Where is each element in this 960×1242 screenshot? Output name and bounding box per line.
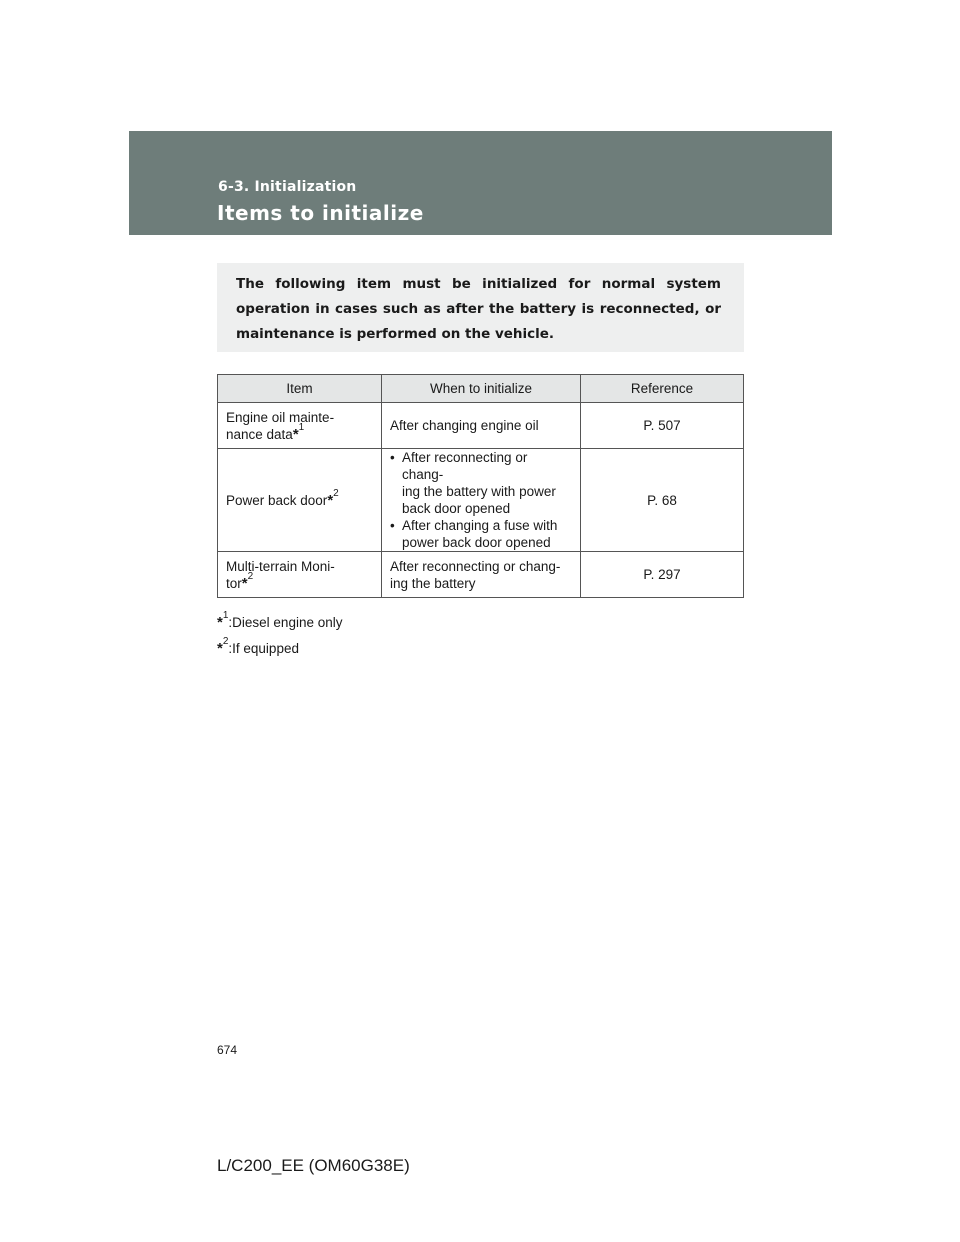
reference-cell: P. 507 bbox=[581, 403, 744, 449]
column-header-reference: Reference bbox=[581, 375, 744, 403]
chapter-header bbox=[129, 131, 832, 235]
when-cell: After changing engine oil bbox=[382, 403, 581, 449]
table-header-row bbox=[218, 375, 744, 403]
footnote bbox=[217, 610, 343, 631]
reference-cell: P. 68 bbox=[581, 449, 744, 552]
footnote-ref: 2 bbox=[247, 570, 254, 582]
column-header-when: When to initialize bbox=[382, 375, 581, 403]
asterisk-mark: * bbox=[217, 640, 223, 657]
column-header-item: Item bbox=[218, 375, 382, 403]
bullet-icon: • bbox=[390, 450, 395, 465]
document-code: L/C200_EE (OM60G38E) bbox=[217, 1156, 410, 1175]
bullet-icon: • bbox=[390, 518, 395, 533]
reference-cell: P. 297 bbox=[581, 552, 744, 598]
item-text: Multi-terrain Moni- tor bbox=[226, 558, 335, 591]
table-row bbox=[218, 552, 744, 598]
item-cell bbox=[218, 449, 382, 552]
footnote bbox=[217, 636, 299, 657]
item-text: Engine oil mainte- nance data bbox=[226, 409, 335, 442]
footnote-text: :If equipped bbox=[228, 641, 299, 656]
table-row bbox=[218, 403, 744, 449]
bullet-text: After reconnecting or chang- ing the battery with power back door opened bbox=[402, 450, 556, 516]
asterisk-mark: * bbox=[327, 491, 334, 509]
initialization-table bbox=[217, 374, 744, 598]
footnote-ref: 1 bbox=[298, 421, 305, 433]
table-row bbox=[218, 449, 744, 552]
intro-box: The following item must be initialized for normal system operation in cases such as after the battery is reconnected, or maintenance is performed on the vehicle. bbox=[217, 263, 744, 352]
bullet-text: After changing a fuse with power back door opened bbox=[402, 518, 558, 550]
page-title: Items to initialize bbox=[217, 201, 424, 225]
asterisk-mark: * bbox=[217, 614, 223, 631]
footnote-text: :Diesel engine only bbox=[228, 615, 343, 630]
asterisk-mark: * bbox=[292, 425, 299, 443]
bullet-item bbox=[390, 517, 572, 551]
footnote-mark: 1 bbox=[222, 610, 229, 621]
asterisk-mark: * bbox=[241, 574, 248, 592]
footnote-mark: 2 bbox=[222, 636, 229, 647]
bullet-item bbox=[390, 449, 572, 517]
when-cell: After reconnecting or chang- ing the battery bbox=[382, 552, 581, 598]
when-cell bbox=[382, 449, 581, 552]
item-text: Power back door bbox=[226, 492, 328, 508]
item-cell bbox=[218, 552, 382, 598]
footnote-ref: 2 bbox=[333, 487, 339, 499]
item-cell bbox=[218, 403, 382, 449]
page-number: 674 bbox=[217, 1043, 238, 1057]
section-label: 6-3. Initialization bbox=[218, 179, 357, 195]
